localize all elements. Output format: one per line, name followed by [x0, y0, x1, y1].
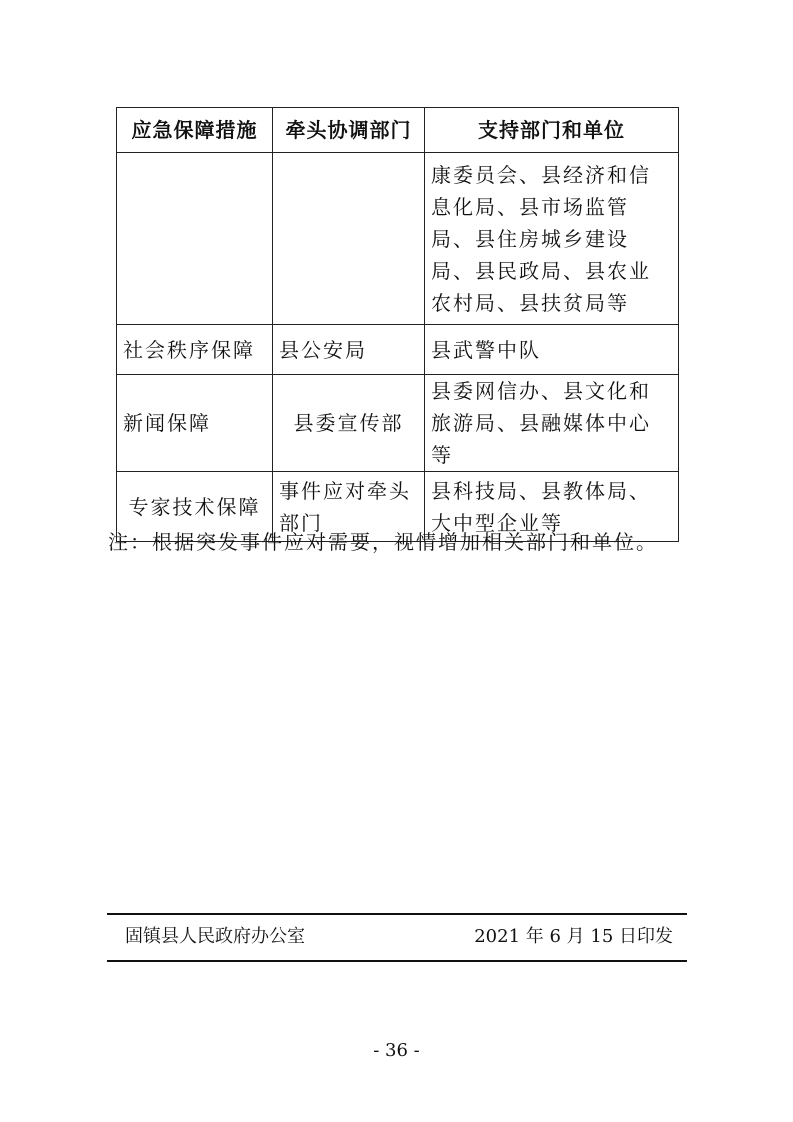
table-header-row: [117, 108, 679, 153]
cell-support: 县武警中队: [425, 325, 679, 375]
table-row: [117, 325, 679, 375]
cell-measure: 社会秩序保障: [117, 325, 273, 375]
table-row: [117, 153, 679, 325]
issuing-office: 固镇县人民政府办公室: [125, 926, 305, 947]
issue-date: 2021 年 6 月 15 日印发: [474, 926, 673, 947]
cell-lead: 事件应对牵头部门: [273, 472, 425, 542]
table-note: 注：根据突发事件应对需要，视情增加相关部门和单位。: [108, 530, 658, 554]
cell-lead: 县委宣传部: [273, 375, 425, 472]
cell-support: 县科技局、县教体局、大中型企业等: [425, 472, 679, 542]
cell-support: 县委网信办、县文化和旅游局、县融媒体中心等: [425, 375, 679, 472]
footer-rule-bottom: [107, 960, 687, 962]
cell-lead: [273, 153, 425, 325]
page-number: - 36 -: [373, 1040, 420, 1061]
cell-lead: 县公安局: [273, 325, 425, 375]
column-header-lead: 牵头协调部门: [273, 108, 425, 153]
support-table: [116, 107, 679, 542]
column-header-support: 支持部门和单位: [425, 108, 679, 153]
cell-measure: [117, 153, 273, 325]
table-row: [117, 375, 679, 472]
cell-measure: 专家技术保障: [117, 472, 273, 542]
cell-support: 康委员会、县经济和信息化局、县市场监管局、县住房城乡建设局、县民政局、县农业农村局、县扶贫局等: [425, 153, 679, 325]
column-header-measure: 应急保障措施: [117, 108, 273, 153]
footer-rule-top: [107, 913, 687, 915]
cell-measure: 新闻保障: [117, 375, 273, 472]
